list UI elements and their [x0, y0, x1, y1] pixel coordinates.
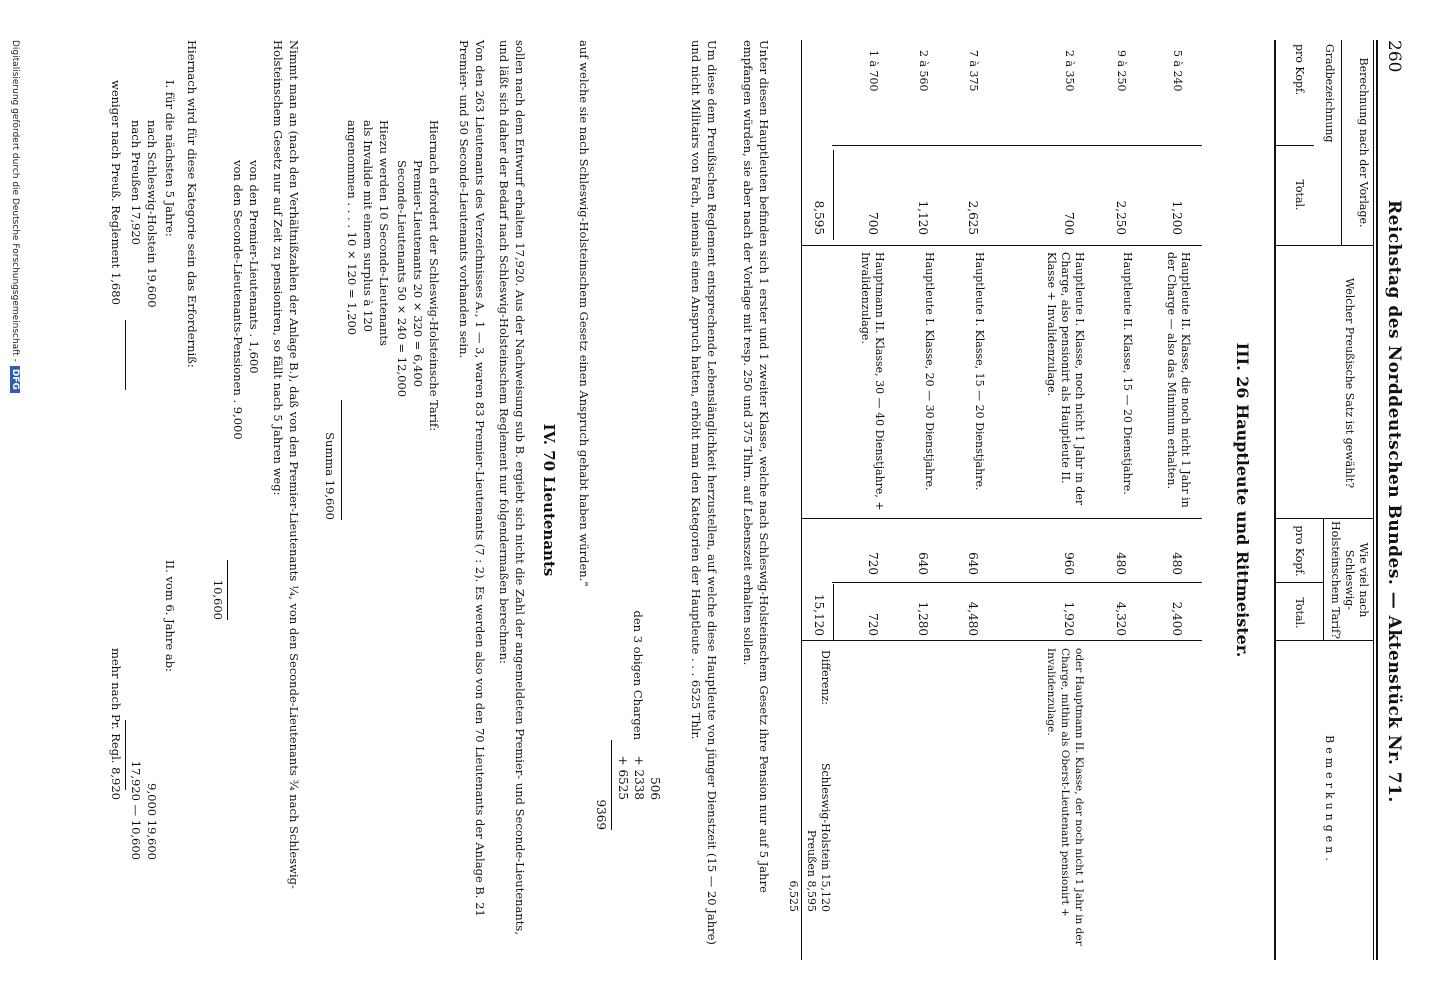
sum-total-2: 15,120	[812, 594, 826, 636]
remark: oder Hauptmann II. Klasse, der noch nicht 1 Jahr in der Charge, mithin als Oberst-Lieutenant pensionirt + Invalidenzulage.	[1045, 648, 1085, 946]
i-diff: weniger nach Preuß. Reglement 1,680	[109, 80, 123, 305]
table-row: 2 à 350 700 Hauptleute I. Klasse, noch nicht 1 Jahr in der Charge, also pensionirt als Hauptleute II. Klasse + Invalidenzulage. 960 1,920 oder Hauptmann II. Klasse, der noch nicht 1 Jahr in der Charge, mithin als Oberst-Lieutenant pensionirt + Invalidenzulage.	[986, 0, 1086, 1000]
section-iii-title: III. 26 Hauptleute und Rittmeister.	[1233, 342, 1252, 658]
col-pro-kopf-2: pro Kopf.	[1293, 525, 1306, 577]
section-ii-label: II. vom 6. Jahre ab:	[163, 560, 177, 672]
i-sh: nach Schleswig-Holstein 19,600	[145, 120, 159, 308]
section-i-label: I. für die nächsten 5 Jahre:	[163, 80, 177, 237]
tarif-sum: Summa 19,600	[323, 432, 337, 520]
differenz-sh: Schleswig-Holstein 15,120	[819, 762, 832, 912]
calc-2338: + 2338	[632, 755, 646, 800]
col-berechnung: Berechnung nach der Vorlage.	[1357, 57, 1370, 228]
paragraph-2: Um diese dem Preußischen Reglement entsprechende Lebenslänglichkeit herzustellen, auf welche diese Hauptleute von jünger Dienstzeit (15 — 20 Jahre) und nicht Militairs von Fach, niemals einen Anspruch hatten, erhöht man den Kategorien der Hauptleute . . . 6525 Thlr.	[689, 40, 719, 945]
tarif-line-2: Seconde-Lieutenants 50 × 240 = 12,000	[395, 160, 409, 398]
paragraph-7: Hiernach wird für diese Kategorie sein das Erforderniß:	[185, 40, 199, 368]
tarif-line-4: als Invalide mit einem surplus à 120	[361, 120, 375, 332]
differenz-pr: Preußen 8,595	[805, 829, 818, 912]
i-pr: nach Preußen 17,920	[129, 120, 143, 246]
ii-a: 9,000 19,600	[145, 783, 159, 860]
dfg-logo: DFG	[10, 366, 20, 393]
paragraph-6: Nimmt man an (nach den Verhältnißzahlen der Anlage B.), daß von den Premier-Lieutenants ¼, von den Seconde-Lieutenants ¾ nach Schleswig-Holsteinschem Gesetz nur auf Zeit zu pensioniren, so fällt nach 5 Jahren weg:	[271, 40, 301, 889]
ii-b: 17,920 — 10,600	[129, 760, 143, 860]
paragraph-5: Von den 263 Lieutenants des Verzeichnisses A., 1 — 3, waren 83 Premier-Lieutenants (7 : 2). Es werden also von den 70 Lieutenants der Anlage B. 21 Premier- und 50 Seconde-Lieutenants vorhanden sein.	[457, 40, 487, 917]
calc-6525: + 6525	[616, 755, 630, 800]
p6-line-a: von den Premier-Lieutenants . 1,600	[247, 160, 261, 374]
table-row: 7 à 375 2,625 Hauptleute I. Klasse, 15 — 20 Dienstjahre. 640 4,480	[966, 50, 986, 636]
p6-line-b: von den Seconde-Lieutenants-Pensionen . 9,000	[231, 160, 245, 440]
paragraph-3: auf welche sie nach Schleswig-Holsteinschem Gesetz einen Anspruch gehabt haben würden."	[577, 40, 591, 587]
tarif-intro: Hiernach erfordert der Schleswig-Holsteinsche Tarif:	[427, 120, 441, 432]
table-row: 2 à 560 1,120 Hauptleute I. Klasse, 20 — 30 Dienstjahre. 640 1,280	[916, 50, 936, 636]
dfg-watermark: Digitalisierung gefördert durch die Deutsche Forschungsgemeinschaft -DFG	[10, 40, 20, 960]
tarif-line-3: Hiezu werden 10 Seconde-Lieutenants	[377, 120, 391, 346]
table-row: 9 à 250 2,250 Hauptleute II. Klasse, 15 — 20 Dienstjahre. 480 4,320	[1114, 50, 1134, 636]
tarif-line-5: angenommen . . . . 10 × 120 = 1,200	[345, 120, 359, 336]
calc-label: den 3 obigen Chargen	[631, 610, 645, 740]
col-bemerkungen: Bemerkungen.	[1323, 735, 1336, 865]
page-title: Reichstag des Norddeutschen Bundes. — Aktenstück Nr. 71.	[1384, 200, 1404, 803]
differenz-result: 6,525	[787, 880, 800, 912]
differenz-label: Differenz:	[819, 650, 832, 706]
calc-sum: 9369	[594, 799, 608, 830]
table-row: 1 à 700 700 Hauptmann II. Klasse, 30 — 40 Dienstjahre, + Invalidenzulage. 720 720	[859, 50, 886, 636]
col-total-2: Total.	[1293, 597, 1306, 629]
col-gradbezeichnung: Gradbezeichnung	[1323, 44, 1336, 143]
col-wieviel: Wie viel nach Schleswig-Holsteinschem Tarif?	[1329, 520, 1370, 640]
table-row: 5 à 240 1,200 Hauptleute II. Klasse, die noch nicht 1 Jahr in der Charge — also das Minimum erhalten. 480 2,400	[1165, 50, 1192, 636]
header-rule	[1376, 40, 1378, 960]
calc-506: 506	[648, 777, 662, 800]
col-pro-kopf: pro Kopf.	[1293, 44, 1306, 96]
col-welcher: Welcher Preußische Satz ist gewählt?	[1343, 277, 1356, 489]
paragraph-4: sollen nach dem Entwurf erhalten 17,920. Aus der Nachweisung sub B. ergiebt sich nicht die Zahl der angemeldeten Premier- und Seconde-Lieutenants, und läßt sich daher der Bedarf nach Schleswig-Holsteinschem Reglement nur folgendermaßen berechnen:	[497, 40, 527, 935]
p6-sum: 10,600	[211, 579, 225, 620]
page-number: 260	[1384, 40, 1404, 73]
tarif-line-1: Premier-Lieutenants 20 × 320 = 6,400	[411, 160, 425, 388]
col-total: Total.	[1293, 179, 1306, 211]
section-iv-title: IV. 70 Lieutenants	[540, 423, 558, 577]
ii-diff: mehr nach Pr. Regl. 8,920	[109, 647, 123, 800]
sum-total: 8,595	[812, 200, 826, 235]
paragraph-1: Unter diesen Hauptleuten befinden sich 1 erster und 1 zweiter Klasse, welche nach Schleswig-Holsteinschem Gesetz ihre Pension nur auf 5 Jahre empfangen würden, sie aber nach der Vorlage mit resp. 250 und 375 Thlrn. auf Lebenszeit erhalten sollen.	[741, 40, 771, 893]
